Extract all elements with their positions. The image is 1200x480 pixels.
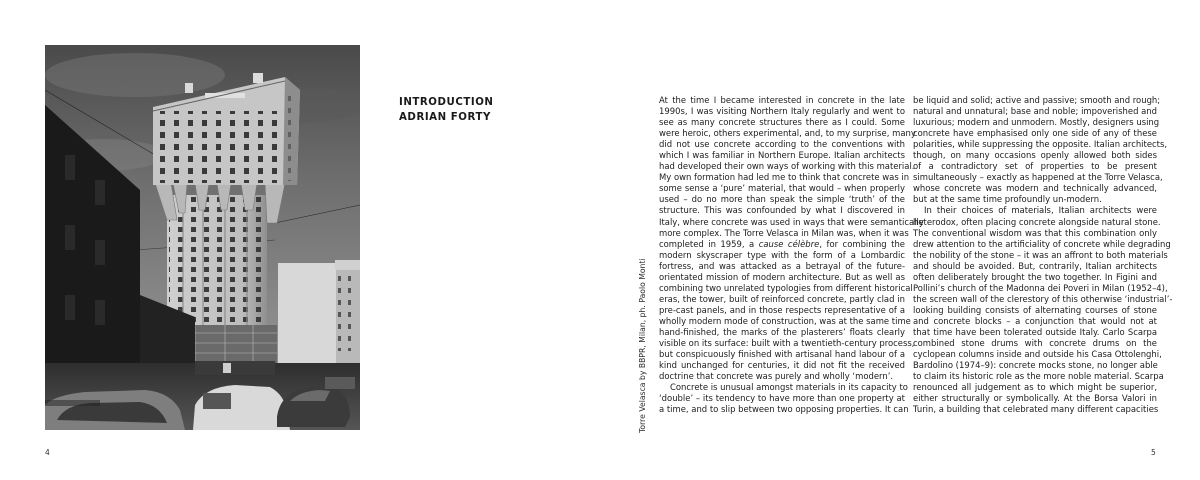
text-line: My own formation had led me to think that concrete was in bbox=[659, 172, 910, 183]
text-line: more complex. The Torre Velasca in Milan was, when it was bbox=[659, 227, 909, 238]
text-line: that time have been tolerated outside Italy. Carlo Scarpa bbox=[913, 326, 1157, 337]
text-line: Italy, where concrete was used in ways that were semantically bbox=[659, 216, 924, 227]
text-line: combined stone drums with concrete drums on the bbox=[913, 338, 1157, 349]
torre-velasca-photo bbox=[45, 45, 360, 430]
text-line: which I was familiar in Northern Europe. Italian architects bbox=[659, 150, 905, 161]
text-line: a time, and to slip between two opposing properties. It can bbox=[659, 404, 909, 415]
text-line: concrete have emphasised only one side of any of these bbox=[913, 128, 1157, 139]
italic-phrase: cause célèbre bbox=[758, 238, 820, 249]
text-line-with-italic bbox=[659, 239, 905, 250]
text-fragment: completed in 1959, a bbox=[659, 238, 755, 249]
text-line: ‘double’ – its tendency to have more than one property at bbox=[659, 393, 905, 404]
text-line: had developed their own ways of working with this material. bbox=[659, 161, 915, 172]
text-line: doctrine that concrete was purely and wholly ‘modern’. bbox=[659, 371, 894, 382]
text-line: simultaneously – exactly as happened at the Torre Velasca, bbox=[913, 172, 1163, 183]
photo-caption: Torre Velasca by BBPR, Milan, ph. Paolo Monti bbox=[638, 258, 647, 433]
text-line: either structurally or symbolically. At the Borsa Valori in bbox=[913, 393, 1157, 404]
text-column-right bbox=[913, 95, 1173, 415]
text-line: did not use concrete according to the conventions with bbox=[659, 139, 905, 150]
text-line: visible on its surface: built with a twentieth-century process, bbox=[659, 338, 915, 349]
text-line: of a contradictory set of properties to be present bbox=[913, 161, 1157, 172]
text-line: eras, the tower, built of reinforced concrete, partly clad in bbox=[659, 293, 905, 304]
text-line: cyclopean columns inside and outside his Casa Ottolenghi, bbox=[913, 349, 1162, 360]
page-number-right: 5 bbox=[1151, 448, 1156, 457]
text-line: were heroic, others experimental, and, to my surprise, many bbox=[659, 128, 916, 139]
text-line: heterodox, often placing concrete alongside natural stone. bbox=[913, 216, 1161, 227]
text-line: and concrete blocks – a conjunction that would not at bbox=[913, 315, 1157, 326]
text-line: to claim its historic role as the more noble material. Scarpa bbox=[913, 371, 1164, 382]
text-line: polarities, while suppressing the opposite. Italian architects, bbox=[913, 139, 1168, 150]
text-line: The conventional wisdom was that this combination only bbox=[913, 227, 1157, 238]
text-line: used – do no more than speak the simple ‘truth’ of the bbox=[659, 194, 905, 205]
text-line: whose concrete was modern and technically advanced, bbox=[913, 183, 1157, 194]
text-line: but at the same time profoundly un-modern. bbox=[913, 194, 1102, 205]
chapter-heading bbox=[399, 95, 494, 125]
text-line: renounced all judgement as to which might be superior, bbox=[913, 382, 1157, 393]
text-line: often deliberately brought the two together. In Figini and bbox=[913, 271, 1157, 282]
text-line: In their choices of materials, Italian architects were bbox=[924, 205, 1157, 216]
text-line: At the time I became interested in concrete in the late bbox=[659, 95, 905, 105]
chapter-author: ADRIAN FORTY bbox=[399, 112, 491, 123]
text-line: fortress, and was attacked as a betrayal of the future- bbox=[659, 260, 905, 271]
text-line: 1990s, I was visiting Northern Italy regularly and went to bbox=[659, 106, 905, 117]
chapter-title: INTRODUCTION bbox=[399, 97, 494, 108]
text-line: kind unchanged for centuries, it did not fit the received bbox=[659, 360, 905, 371]
text-line: and should be avoided. But, contrarily, Italian architects bbox=[913, 260, 1157, 271]
text-line: but conspicuously finished with artisanal hand labour of a bbox=[659, 349, 905, 360]
text-line: modern skyscraper type with the form of a Lombardic bbox=[659, 249, 905, 260]
text-line: drew attention to the artificiality of concrete while degrading bbox=[913, 238, 1171, 249]
text-line: luxurious; modern and unmodern. Mostly, designers using bbox=[913, 117, 1160, 128]
text-column-left bbox=[659, 95, 924, 415]
text-line: looking building consists of alternating courses of stone bbox=[913, 304, 1157, 315]
text-line: combining two unrelated typologies from different historical bbox=[659, 282, 913, 293]
photo-illustration bbox=[45, 45, 360, 430]
text-line: the screen wall of the clerestory of this otherwise ‘industrial’- bbox=[913, 293, 1173, 304]
text-line: though, on many occasions openly allowed both sides bbox=[913, 150, 1157, 161]
text-line: be liquid and solid; active and passive; smooth and rough; bbox=[913, 95, 1161, 105]
text-line: structure. This was confounded by what I discovered in bbox=[659, 205, 905, 216]
text-line: see as many concrete structures there as I could. Some bbox=[659, 117, 905, 128]
text-line: natural and unnatural; base and noble; impoverished and bbox=[913, 106, 1157, 117]
text-line: Bardolino (1974–9): concrete mocks stone, no longer able bbox=[913, 360, 1158, 371]
text-line: pre-cast panels, and in those respects representative of a bbox=[659, 304, 905, 315]
text-line: Concrete is unusual amongst materials in its capacity to bbox=[670, 382, 908, 393]
text-line: some sense a ‘pure’ material, that would – when properly bbox=[659, 183, 905, 194]
page-number-left: 4 bbox=[45, 448, 50, 457]
text-line: wholly modern mode of construction, was at the same time bbox=[659, 315, 911, 326]
text-line: hand-finished, the marks of the plasterers’ floats clearly bbox=[659, 326, 905, 337]
text-line: orientated mission of modern architecture. But as well as bbox=[659, 271, 905, 282]
text-fragment: , for combining the bbox=[819, 238, 905, 249]
text-line: Turin, a building that celebrated many different capacities bbox=[913, 404, 1159, 415]
text-line: the nobility of the stone – it was an affront to both materials bbox=[913, 249, 1168, 260]
text-line: Pollini’s church of the Madonna dei Poveri in Milan (1952–4), bbox=[913, 282, 1168, 293]
